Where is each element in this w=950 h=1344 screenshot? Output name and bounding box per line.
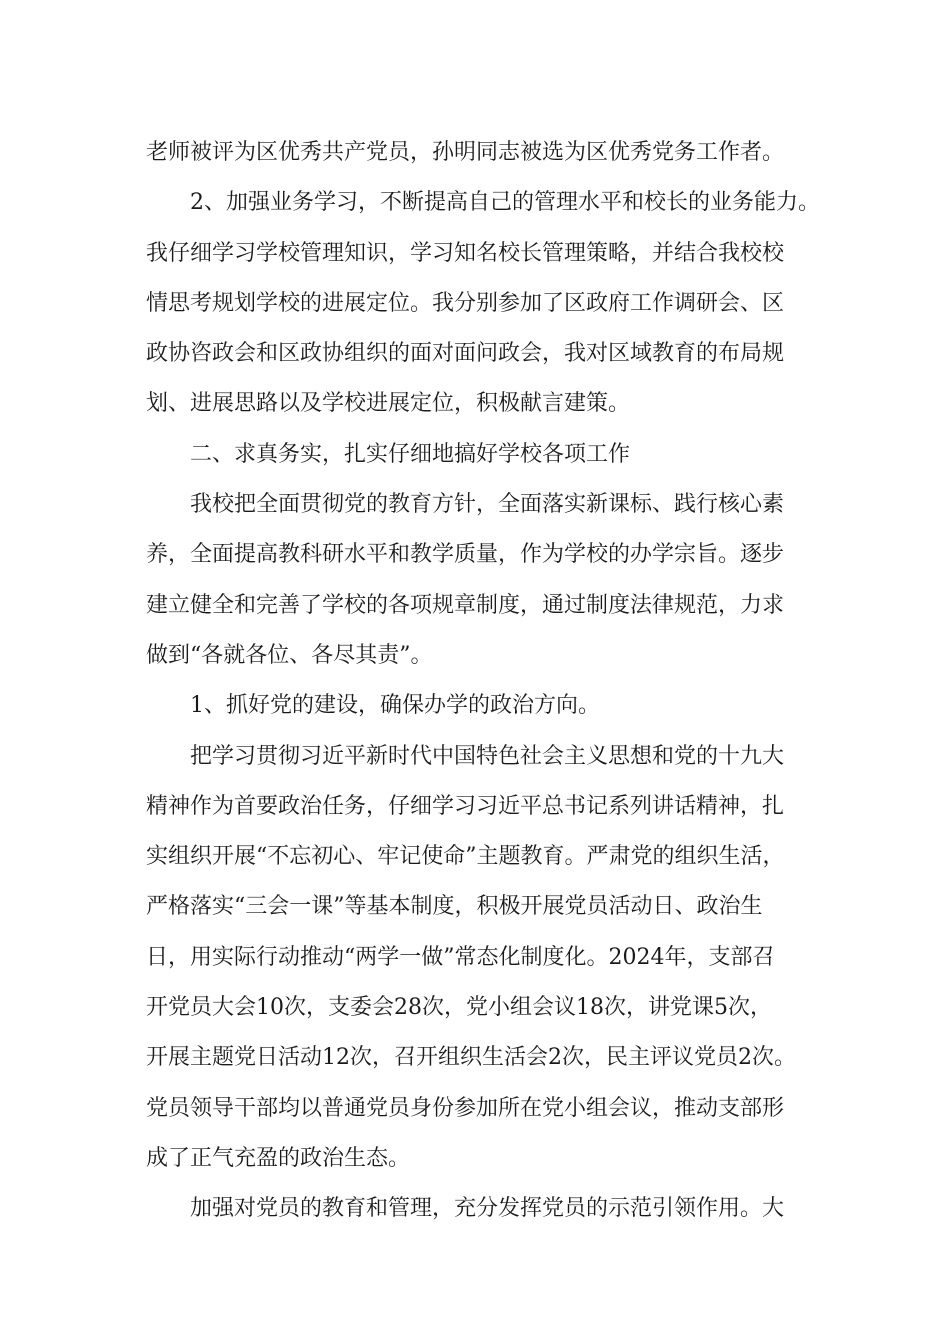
text-line: 日，用实际行动推动“两学一做”常态化制度化。2024年，支部召 bbox=[146, 944, 775, 970]
section-heading: 二、求真务实，扎实仔细地搞好学校各项工作 bbox=[190, 441, 631, 467]
text-line: 加强对党员的教育和管理，充分发挥党员的示范引领作用。大 bbox=[190, 1196, 785, 1222]
text-line: 情思考规划学校的进展定位。我分别参加了区政府工作调研会、区 bbox=[146, 290, 785, 316]
text-line: 把学习贯彻习近平新时代中国特色社会主义思想和党的十九大 bbox=[190, 743, 785, 769]
text-line: 成了正气充盈的政治生态。 bbox=[146, 1145, 411, 1171]
text-line: 养，全面提高教科研水平和教学质量，作为学校的办学宗旨。逐步 bbox=[146, 542, 785, 568]
text-line: 精神作为首要政治任务，仔细学习习近平总书记系列讲话精神，扎 bbox=[146, 793, 785, 819]
subsection-heading: 1、抓好党的建设，确保办学的政治方向。 bbox=[190, 693, 600, 719]
text-line: 划、进展思路以及学校进展定位，积极献言建策。 bbox=[146, 391, 631, 417]
text-line: 老师被评为区优秀共产党员，孙明同志被选为区优秀党务工作者。 bbox=[146, 140, 785, 165]
text-line: 严格落实“三会一课”等基本制度，积极开展党员活动日、政治生 bbox=[146, 894, 763, 920]
text-line: 党员领导干部均以普通党员身份参加所在党小组会议，推动支部形 bbox=[146, 1095, 785, 1121]
body-text bbox=[146, 128, 826, 1235]
text-line: 建立健全和完善了学校的各项规章制度，通过制度法律规范，力求 bbox=[146, 592, 785, 618]
text-line: 做到“各就各位、各尽其责”。 bbox=[146, 642, 433, 668]
text-line: 开展主题党日活动12次，召开组织生活会2次，民主评议党员2次。 bbox=[146, 1045, 796, 1071]
text-line: 我校把全面贯彻党的教育方针，全面落实新课标、践行核心素 bbox=[190, 492, 785, 518]
text-line: 2、加强业务学习，不断提高自己的管理水平和校长的业务能力。 bbox=[190, 190, 820, 216]
text-line: 开党员大会10次，支委会28次，党小组会议18次，讲党课5次， bbox=[146, 995, 772, 1021]
text-line: 实组织开展“不忘初心、牢记使命”主题教育。严肃党的组织生活， bbox=[146, 844, 785, 870]
text-line: 政协咨政会和区政协组织的面对面问政会，我对区域教育的布局规 bbox=[146, 341, 785, 367]
text-line: 我仔细学习学校管理知识，学习知名校长管理策略，并结合我校校 bbox=[146, 240, 785, 266]
